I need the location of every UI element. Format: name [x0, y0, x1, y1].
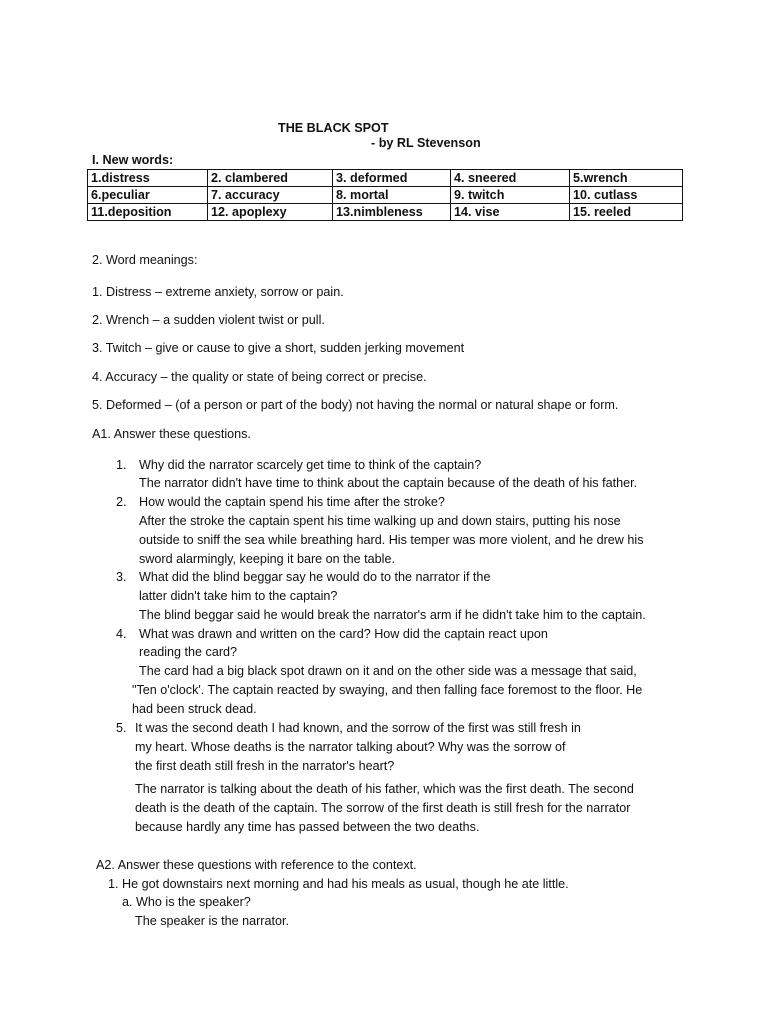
question-text: How would the captain spend his time after the stroke? — [139, 495, 445, 509]
question-text: reading the card? — [139, 645, 238, 659]
table-cell: 3. deformed — [333, 170, 451, 187]
table-cell: 13.nimbleness — [333, 204, 451, 221]
extract-text: 1. He got downstairs next morning and had his meals as usual, though he ate little. — [108, 877, 569, 891]
question-number: 5. — [116, 721, 127, 735]
answer-text: The narrator is talking about the death of his father, which was the first death. The second — [135, 782, 634, 796]
question-text: the first death still fresh in the narrator's heart? — [135, 759, 395, 773]
document-title: THE BLACK SPOT — [278, 121, 389, 135]
question-text: What did the blind beggar say he would do to the narrator if the — [139, 570, 491, 584]
word-meaning-item: 3. Twitch – give or cause to give a short, sudden jerking movement — [92, 341, 465, 355]
word-meaning-item: 2. Wrench – a sudden violent twist or pull. — [92, 313, 325, 327]
a2-heading: A2. Answer these questions with reference to the context. — [96, 858, 417, 872]
answer-text: "Ten o'clock'. The captain reacted by swaying, and then falling face foremost to the floor. He — [132, 683, 643, 697]
answer-text: had been struck dead. — [132, 702, 257, 716]
table-row — [88, 204, 683, 221]
answer-text: because hardly any time has passed between the two deaths. — [135, 820, 480, 834]
question-number: 4. — [116, 627, 127, 641]
table-cell: 7. accuracy — [208, 187, 333, 204]
table-cell: 8. mortal — [333, 187, 451, 204]
question-text: Why did the narrator scarcely get time to think of the captain? — [139, 458, 482, 472]
answer-text: After the stroke the captain spent his time walking up and down stairs, putting his nose — [139, 514, 621, 528]
table-cell: 14. vise — [451, 204, 570, 221]
new-words-table — [87, 169, 683, 221]
table-row — [88, 187, 683, 204]
question-number: 2. — [116, 495, 127, 509]
answer-text: The card had a big black spot drawn on it and on the other side was a message that said, — [139, 664, 637, 678]
table-cell: 10. cutlass — [570, 187, 683, 204]
document-author: - by RL Stevenson — [371, 136, 481, 150]
sub-question: a. Who is the speaker? — [122, 895, 251, 909]
table-cell: 4. sneered — [451, 170, 570, 187]
word-meaning-item: 4. Accuracy – the quality or state of being correct or precise. — [92, 370, 427, 384]
table-cell: 12. apoplexy — [208, 204, 333, 221]
answer-text: outside to sniff the sea while breathing hard. His temper was more violent, and he drew his — [139, 533, 644, 547]
table-row — [88, 170, 683, 187]
word-meaning-item: 5. Deformed – (of a person or part of the body) not having the normal or natural shape or form. — [92, 398, 619, 412]
word-meanings-heading: 2. Word meanings: — [92, 253, 198, 267]
table-cell: 1.distress — [88, 170, 208, 187]
answer-text: sword alarmingly, keeping it bare on the table. — [139, 552, 395, 566]
table-cell: 15. reeled — [570, 204, 683, 221]
a1-heading: A1. Answer these questions. — [92, 427, 251, 441]
table-cell: 2. clambered — [208, 170, 333, 187]
table-cell: 9. twitch — [451, 187, 570, 204]
sub-answer: The speaker is the narrator. — [135, 914, 290, 928]
question-text: It was the second death I had known, and the sorrow of the first was still fresh in — [135, 721, 581, 735]
question-text: latter didn't take him to the captain? — [139, 589, 338, 603]
answer-text: death is the death of the captain. The sorrow of the first death is still fresh for the narrator — [135, 801, 631, 815]
question-number: 3. — [116, 570, 127, 584]
table-cell: 11.deposition — [88, 204, 208, 221]
question-text: my heart. Whose deaths is the narrator talking about? Why was the sorrow of — [135, 740, 566, 754]
question-text: What was drawn and written on the card? How did the captain react upon — [139, 627, 548, 641]
answer-text: The narrator didn't have time to think about the captain because of the death of his father. — [139, 476, 638, 490]
word-meaning-item: 1. Distress – extreme anxiety, sorrow or pain. — [92, 285, 344, 299]
new-words-heading: I. New words: — [92, 153, 174, 167]
question-number: 1. — [116, 458, 127, 472]
table-cell: 5.wrench — [570, 170, 683, 187]
table-cell: 6.peculiar — [88, 187, 208, 204]
answer-text: The blind beggar said he would break the narrator's arm if he didn't take him to the captain. — [139, 608, 646, 622]
